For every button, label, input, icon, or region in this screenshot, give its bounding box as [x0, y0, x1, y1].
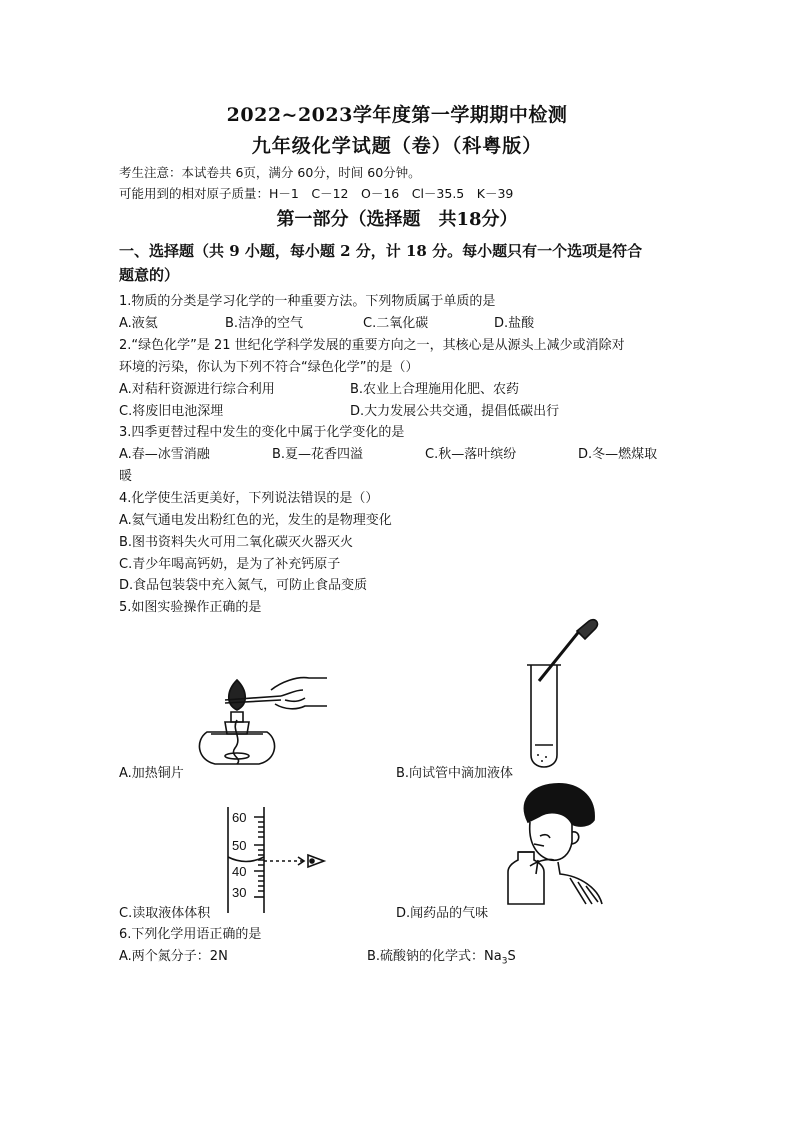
question-3-option-d-cont: 暖 — [119, 469, 133, 484]
scale-label-50: 50 — [232, 838, 247, 853]
smelling-reagent-figure — [500, 782, 605, 907]
question-2-stem: 2.“绿色化学”是 21 世纪化学科学发展的重要方向之一，其核心是从源头上减少或消除对 — [119, 338, 625, 353]
question-2-option-d: D.大力发展公共交通，提倡低碳出行 — [350, 404, 560, 419]
question-2-option-c: C.将废旧电池深埋 — [119, 404, 224, 419]
scale-label-30: 30 — [232, 885, 247, 900]
question-1-stem: 1.物质的分类是学习化学的一种重要方法。下列物质属于单质的是 — [119, 294, 496, 309]
section-heading-cont: 题意的） — [119, 266, 180, 284]
scale-label-60: 60 — [232, 810, 247, 825]
question-3-stem: 3.四季更替过程中发生的变化中属于化学变化的是 — [119, 425, 405, 440]
question-3-option-d: D.冬—燃煤取 — [578, 447, 658, 462]
question-3-option-a: A.春—冰雪消融 — [119, 447, 210, 462]
question-6-option-b-suffix: S — [507, 949, 516, 964]
question-2-option-a: A.对秸秆资源进行综合利用 — [119, 382, 275, 397]
question-1-option-c: C.二氧化碳 — [363, 316, 429, 331]
dropper-test-tube-figure — [515, 615, 605, 775]
question-4-option-c: C.青少年喝高钙奶，是为了补充钙原子 — [119, 557, 341, 572]
subscript-3: 3 — [501, 956, 508, 967]
part1-title: 第一部分（选择题 共18分） — [276, 209, 518, 230]
question-4-option-d: D.食品包装袋中充入氮气，可防止食品变质 — [119, 578, 368, 593]
question-1-option-a: A.液氦 — [119, 316, 158, 331]
question-3-option-c: C.秋—落叶缤纷 — [425, 447, 517, 462]
question-3-option-b: B.夏—花香四溢 — [272, 447, 364, 462]
question-4-stem: 4.化学使生活更美好，下列说法错误的是（） — [119, 491, 379, 506]
question-2-stem-cont: 环境的污染，你认为下列不符合“绿色化学”的是（） — [119, 360, 419, 375]
exam-subtitle: 九年级化学试题（卷）（科粤版） — [251, 135, 543, 157]
atomic-mass-note: 可能用到的相对原子质量：H－1 C－12 O－16 Cl－35.5 K－39 — [119, 186, 514, 201]
question-4-option-a: A.氦气通电发出粉红色的光，发生的是物理变化 — [119, 513, 392, 528]
question-5-option-a: A.加热铜片 — [119, 766, 184, 781]
question-6-option-a: A.两个氮分子：2N — [119, 949, 228, 964]
exam-title: 2022~2023学年度第一学期期中检测 — [226, 104, 568, 126]
question-6-stem: 6.下列化学用语正确的是 — [119, 927, 262, 942]
question-6-option-b — [367, 945, 516, 967]
question-5-option-b: B.向试管中滴加液体 — [396, 766, 514, 781]
question-5-option-d: D.闻药品的气味 — [396, 906, 489, 921]
scale-label-40: 40 — [232, 864, 247, 879]
alcohol-lamp-heating-figure — [185, 660, 335, 770]
question-1-option-b: B.洁净的空气 — [225, 316, 304, 331]
question-4-option-b: B.图书资料失火可用二氧化碳灭火器灭火 — [119, 535, 354, 550]
question-1-option-d: D.盐酸 — [494, 316, 535, 331]
exam-notice: 考生注意：本试卷共 6页，满分 60分，时间 60分钟。 — [119, 165, 421, 180]
question-5-stem: 5.如图实验操作正确的是 — [119, 600, 262, 615]
question-5-option-c: C.读取液体体积 — [119, 906, 211, 921]
question-6-option-b-text: B.硫酸钠的化学式：Na — [367, 949, 502, 964]
section-heading: 一、选择题（共 9 小题，每小题 2 分，计 18 分。每小题只有一个选项是符合 — [119, 242, 643, 260]
question-2-option-b: B.农业上合理施用化肥、农药 — [350, 382, 520, 397]
